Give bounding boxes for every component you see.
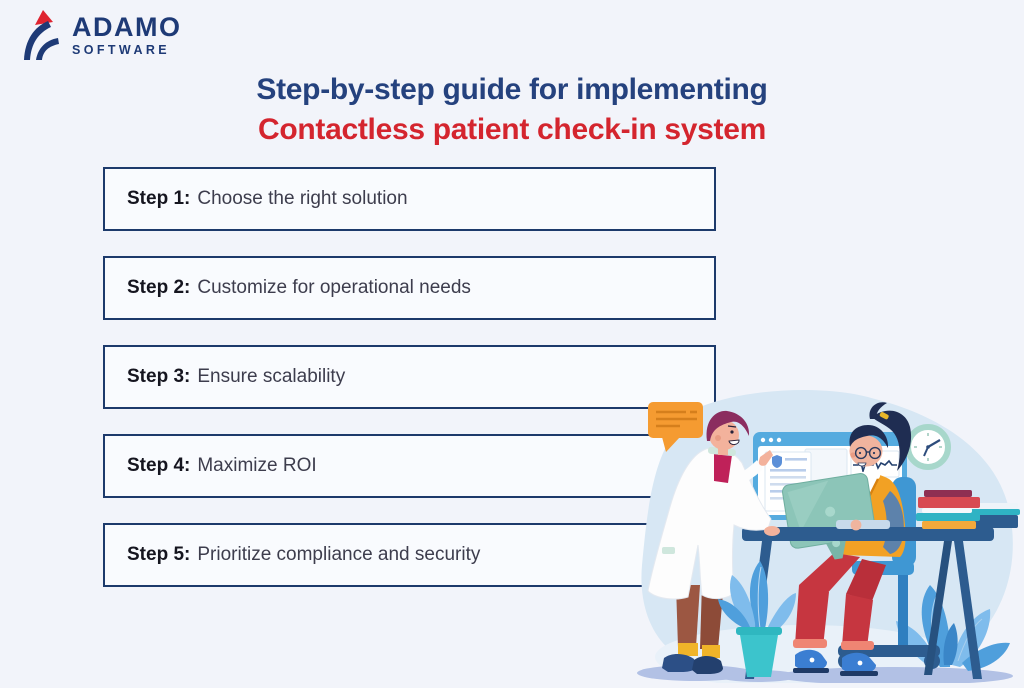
checkin-illustration xyxy=(600,385,1024,683)
step-text: Choose the right solution xyxy=(197,188,408,209)
step-box-2 xyxy=(103,256,716,320)
title-line-2: Contactless patient check-in system xyxy=(257,113,766,146)
wall-clock-icon xyxy=(908,427,948,467)
step-box-1 xyxy=(103,167,716,231)
step-text: Prioritize compliance and security xyxy=(197,544,481,565)
step-label: Step 1: xyxy=(127,188,191,209)
keyboard-icon xyxy=(836,520,890,531)
step-text: Customize for operational needs xyxy=(197,277,471,298)
step-label: Step 4: xyxy=(127,455,191,476)
step-text: Ensure scalability xyxy=(197,366,346,387)
step-label: Step 2: xyxy=(127,277,191,298)
step-label: Step 3: xyxy=(127,366,191,387)
logo-brand: ADAMO xyxy=(72,11,182,42)
title-line-1: Step-by-step guide for implementing xyxy=(256,73,768,106)
step-label: Step 5: xyxy=(127,544,191,565)
logo-sub: SOFTWARE xyxy=(72,42,171,57)
step-text: Maximize ROI xyxy=(197,455,317,476)
